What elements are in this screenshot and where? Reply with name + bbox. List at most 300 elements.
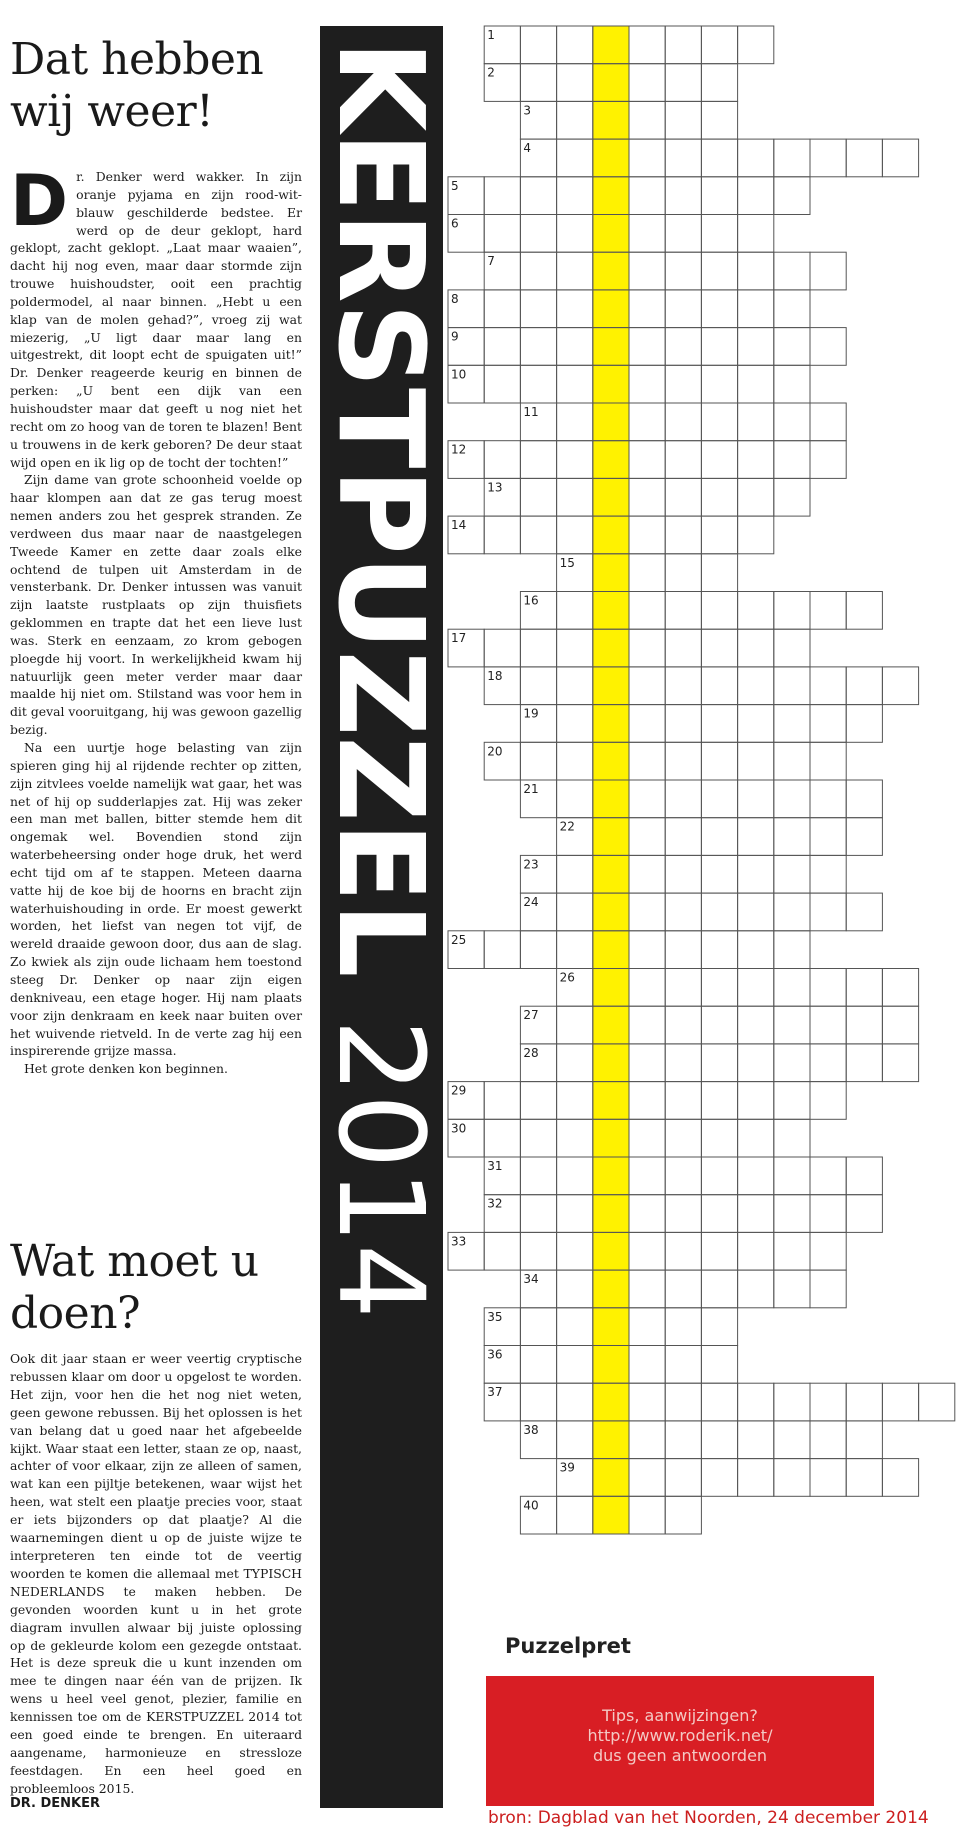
grid-cell[interactable] <box>520 1383 556 1421</box>
grid-row-4[interactable] <box>520 139 918 177</box>
grid-cell[interactable] <box>557 629 593 667</box>
grid-cell[interactable] <box>738 516 774 554</box>
grid-cell[interactable] <box>846 893 882 931</box>
grid-cell[interactable] <box>629 403 665 441</box>
grid-cell[interactable] <box>774 855 810 893</box>
grid-cell[interactable] <box>557 742 593 780</box>
grid-cell[interactable] <box>629 328 665 366</box>
grid-cell[interactable] <box>774 403 810 441</box>
grid-cell[interactable] <box>665 1044 701 1082</box>
grid-cell[interactable] <box>557 26 593 64</box>
grid-cell[interactable] <box>629 139 665 177</box>
grid-cell[interactable] <box>882 139 918 177</box>
grid-cell[interactable] <box>846 780 882 818</box>
grid-cell[interactable] <box>665 365 701 403</box>
grid-cell[interactable] <box>738 215 774 253</box>
grid-cell[interactable] <box>665 1006 701 1044</box>
grid-cell[interactable] <box>557 441 593 479</box>
grid-row-8[interactable] <box>448 290 810 328</box>
grid-cell[interactable] <box>774 1270 810 1308</box>
grid-cell[interactable] <box>665 780 701 818</box>
grid-cell[interactable] <box>665 215 701 253</box>
grid-cell[interactable] <box>484 1119 520 1157</box>
grid-row-11[interactable] <box>520 403 846 441</box>
grid-row-15[interactable] <box>557 554 738 592</box>
grid-cell[interactable] <box>665 818 701 856</box>
grid-cell[interactable] <box>484 177 520 215</box>
grid-cell[interactable] <box>810 1082 846 1120</box>
grid-cell[interactable] <box>738 403 774 441</box>
grid-cell[interactable] <box>484 290 520 328</box>
grid-cell[interactable] <box>665 26 701 64</box>
grid-cell[interactable] <box>520 516 556 554</box>
grid-cell[interactable] <box>665 403 701 441</box>
grid-cell[interactable] <box>629 855 665 893</box>
grid-cell[interactable] <box>810 1421 846 1459</box>
grid-cell[interactable] <box>520 1195 556 1233</box>
grid-cell[interactable] <box>629 215 665 253</box>
grid-cell[interactable] <box>738 365 774 403</box>
grid-cell[interactable] <box>738 1157 774 1195</box>
grid-cell[interactable] <box>629 554 665 592</box>
grid-cell[interactable] <box>557 1232 593 1270</box>
grid-cell[interactable] <box>774 969 810 1007</box>
grid-cell[interactable] <box>701 1459 737 1497</box>
grid-cell[interactable] <box>665 1270 701 1308</box>
grid-cell[interactable] <box>629 1006 665 1044</box>
grid-row-25[interactable] <box>448 931 810 969</box>
grid-row-9[interactable] <box>448 328 846 366</box>
grid-cell[interactable] <box>557 667 593 705</box>
grid-cell[interactable] <box>557 931 593 969</box>
grid-cell[interactable] <box>557 1044 593 1082</box>
grid-cell[interactable] <box>774 1044 810 1082</box>
grid-cell[interactable] <box>520 1308 556 1346</box>
grid-cell[interactable] <box>738 478 774 516</box>
grid-cell[interactable] <box>557 1383 593 1421</box>
grid-cell[interactable] <box>701 554 737 592</box>
grid-cell[interactable] <box>738 26 774 64</box>
grid-cell[interactable] <box>629 1119 665 1157</box>
grid-row-13[interactable] <box>484 478 810 516</box>
grid-cell[interactable] <box>774 592 810 630</box>
grid-cell[interactable] <box>738 855 774 893</box>
grid-cell[interactable] <box>810 1195 846 1233</box>
grid-cell[interactable] <box>774 1119 810 1157</box>
grid-cell[interactable] <box>738 629 774 667</box>
grid-cell[interactable] <box>774 780 810 818</box>
grid-cell[interactable] <box>738 139 774 177</box>
grid-cell[interactable] <box>738 441 774 479</box>
grid-cell[interactable] <box>846 667 882 705</box>
grid-cell[interactable] <box>665 64 701 102</box>
grid-cell[interactable] <box>738 1383 774 1421</box>
grid-row-17[interactable] <box>448 629 810 667</box>
grid-cell[interactable] <box>557 705 593 743</box>
grid-row-10[interactable] <box>448 365 810 403</box>
grid-row-27[interactable] <box>520 1006 918 1044</box>
grid-cell[interactable] <box>665 931 701 969</box>
grid-cell[interactable] <box>629 1421 665 1459</box>
grid-cell[interactable] <box>846 818 882 856</box>
grid-cell[interactable] <box>629 969 665 1007</box>
grid-cell[interactable] <box>629 252 665 290</box>
grid-cell[interactable] <box>810 441 846 479</box>
grid-cell[interactable] <box>520 1082 556 1120</box>
grid-cell[interactable] <box>665 516 701 554</box>
grid-cell[interactable] <box>665 1232 701 1270</box>
grid-row-19[interactable] <box>520 705 882 743</box>
grid-cell[interactable] <box>846 1157 882 1195</box>
grid-cell[interactable] <box>846 705 882 743</box>
grid-cell[interactable] <box>520 1346 556 1384</box>
grid-cell[interactable] <box>810 969 846 1007</box>
grid-cell[interactable] <box>557 855 593 893</box>
grid-cell[interactable] <box>629 1044 665 1082</box>
grid-cell[interactable] <box>665 139 701 177</box>
grid-cell[interactable] <box>665 893 701 931</box>
grid-cell[interactable] <box>701 365 737 403</box>
grid-row-1[interactable] <box>484 26 774 64</box>
grid-cell[interactable] <box>701 101 737 139</box>
grid-cell[interactable] <box>774 818 810 856</box>
grid-cell[interactable] <box>701 969 737 1007</box>
grid-cell[interactable] <box>701 1119 737 1157</box>
grid-cell[interactable] <box>774 742 810 780</box>
grid-cell[interactable] <box>701 780 737 818</box>
grid-cell[interactable] <box>557 1006 593 1044</box>
grid-cell[interactable] <box>557 893 593 931</box>
grid-row-20[interactable] <box>484 742 846 780</box>
grid-cell[interactable] <box>629 101 665 139</box>
grid-cell[interactable] <box>484 328 520 366</box>
grid-cell[interactable] <box>882 1044 918 1082</box>
grid-cell[interactable] <box>774 441 810 479</box>
grid-cell[interactable] <box>557 1157 593 1195</box>
grid-cell[interactable] <box>665 592 701 630</box>
grid-cell[interactable] <box>774 667 810 705</box>
grid-cell[interactable] <box>882 1383 918 1421</box>
grid-cell[interactable] <box>665 1119 701 1157</box>
grid-cell[interactable] <box>701 290 737 328</box>
grid-cell[interactable] <box>484 629 520 667</box>
grid-cell[interactable] <box>846 1195 882 1233</box>
grid-cell[interactable] <box>810 1383 846 1421</box>
grid-cell[interactable] <box>882 1006 918 1044</box>
grid-cell[interactable] <box>701 1195 737 1233</box>
grid-cell[interactable] <box>846 1421 882 1459</box>
grid-cell[interactable] <box>701 26 737 64</box>
grid-cell[interactable] <box>629 742 665 780</box>
grid-cell[interactable] <box>846 1383 882 1421</box>
grid-cell[interactable] <box>520 742 556 780</box>
grid-cell[interactable] <box>774 365 810 403</box>
grid-cell[interactable] <box>701 742 737 780</box>
grid-cell[interactable] <box>810 667 846 705</box>
grid-cell[interactable] <box>701 1232 737 1270</box>
grid-cell[interactable] <box>810 1044 846 1082</box>
grid-cell[interactable] <box>810 1157 846 1195</box>
grid-cell[interactable] <box>701 1346 737 1384</box>
grid-cell[interactable] <box>774 328 810 366</box>
grid-cell[interactable] <box>629 26 665 64</box>
grid-cell[interactable] <box>701 855 737 893</box>
grid-cell[interactable] <box>701 592 737 630</box>
grid-cell[interactable] <box>520 26 556 64</box>
grid-cell[interactable] <box>557 516 593 554</box>
grid-cell[interactable] <box>701 177 737 215</box>
grid-cell[interactable] <box>520 478 556 516</box>
grid-cell[interactable] <box>810 1459 846 1497</box>
grid-cell[interactable] <box>665 1383 701 1421</box>
grid-cell[interactable] <box>629 1459 665 1497</box>
grid-cell[interactable] <box>557 1421 593 1459</box>
grid-cell[interactable] <box>774 1232 810 1270</box>
grid-cell[interactable] <box>629 1346 665 1384</box>
grid-cell[interactable] <box>629 478 665 516</box>
grid-cell[interactable] <box>557 1195 593 1233</box>
grid-cell[interactable] <box>738 818 774 856</box>
grid-cell[interactable] <box>665 177 701 215</box>
grid-row-28[interactable] <box>520 1044 918 1082</box>
grid-cell[interactable] <box>701 667 737 705</box>
grid-cell[interactable] <box>629 1157 665 1195</box>
grid-cell[interactable] <box>520 1119 556 1157</box>
grid-cell[interactable] <box>701 818 737 856</box>
grid-cell[interactable] <box>738 1270 774 1308</box>
grid-cell[interactable] <box>629 64 665 102</box>
grid-cell[interactable] <box>774 1006 810 1044</box>
grid-cell[interactable] <box>665 667 701 705</box>
grid-cell[interactable] <box>810 742 846 780</box>
grid-cell[interactable] <box>665 855 701 893</box>
grid-cell[interactable] <box>810 592 846 630</box>
grid-cell[interactable] <box>774 629 810 667</box>
grid-cell[interactable] <box>665 1082 701 1120</box>
grid-cell[interactable] <box>701 139 737 177</box>
grid-cell[interactable] <box>738 1119 774 1157</box>
grid-cell[interactable] <box>665 1459 701 1497</box>
grid-cell[interactable] <box>629 931 665 969</box>
grid-row-32[interactable] <box>484 1195 882 1233</box>
grid-cell[interactable] <box>846 1459 882 1497</box>
grid-cell[interactable] <box>557 1308 593 1346</box>
grid-cell[interactable] <box>629 1195 665 1233</box>
grid-row-3[interactable] <box>520 101 737 139</box>
grid-cell[interactable] <box>629 441 665 479</box>
grid-cell[interactable] <box>882 969 918 1007</box>
grid-cell[interactable] <box>774 1195 810 1233</box>
grid-cell[interactable] <box>738 1082 774 1120</box>
grid-cell[interactable] <box>665 1421 701 1459</box>
grid-cell[interactable] <box>701 705 737 743</box>
grid-cell[interactable] <box>701 629 737 667</box>
grid-cell[interactable] <box>629 290 665 328</box>
grid-row-21[interactable] <box>520 780 882 818</box>
grid-cell[interactable] <box>557 1119 593 1157</box>
grid-cell[interactable] <box>738 1459 774 1497</box>
grid-cell[interactable] <box>520 64 556 102</box>
grid-cell[interactable] <box>520 328 556 366</box>
grid-cell[interactable] <box>701 64 737 102</box>
grid-cell[interactable] <box>810 780 846 818</box>
grid-cell[interactable] <box>557 290 593 328</box>
grid-row-38[interactable] <box>520 1421 882 1459</box>
grid-cell[interactable] <box>882 667 918 705</box>
grid-cell[interactable] <box>520 1157 556 1195</box>
grid-cell[interactable] <box>557 1346 593 1384</box>
grid-cell[interactable] <box>520 1232 556 1270</box>
grid-cell[interactable] <box>774 931 810 969</box>
grid-cell[interactable] <box>774 139 810 177</box>
grid-cell[interactable] <box>665 554 701 592</box>
grid-cell[interactable] <box>774 177 810 215</box>
grid-row-34[interactable] <box>520 1270 846 1308</box>
grid-cell[interactable] <box>629 177 665 215</box>
grid-cell[interactable] <box>520 441 556 479</box>
grid-cell[interactable] <box>738 592 774 630</box>
grid-cell[interactable] <box>810 328 846 366</box>
grid-cell[interactable] <box>665 969 701 1007</box>
grid-row-24[interactable] <box>520 893 882 931</box>
grid-cell[interactable] <box>629 705 665 743</box>
grid-cell[interactable] <box>810 893 846 931</box>
grid-cell[interactable] <box>665 478 701 516</box>
grid-cell[interactable] <box>774 252 810 290</box>
grid-cell[interactable] <box>774 1157 810 1195</box>
grid-cell[interactable] <box>846 139 882 177</box>
grid-cell[interactable] <box>810 705 846 743</box>
grid-row-23[interactable] <box>520 855 846 893</box>
grid-cell[interactable] <box>665 1157 701 1195</box>
grid-cell[interactable] <box>738 705 774 743</box>
grid-cell[interactable] <box>665 290 701 328</box>
grid-cell[interactable] <box>629 592 665 630</box>
grid-cell[interactable] <box>919 1383 955 1421</box>
grid-cell[interactable] <box>629 1270 665 1308</box>
grid-row-5[interactable] <box>448 177 810 215</box>
grid-cell[interactable] <box>774 705 810 743</box>
grid-cell[interactable] <box>557 177 593 215</box>
grid-cell[interactable] <box>774 1082 810 1120</box>
grid-row-31[interactable] <box>484 1157 882 1195</box>
grid-cell[interactable] <box>629 1308 665 1346</box>
grid-row-29[interactable] <box>448 1082 846 1120</box>
grid-cell[interactable] <box>665 1195 701 1233</box>
grid-cell[interactable] <box>774 290 810 328</box>
grid-cell[interactable] <box>629 516 665 554</box>
grid-cell[interactable] <box>665 742 701 780</box>
grid-cell[interactable] <box>484 516 520 554</box>
grid-cell[interactable] <box>665 629 701 667</box>
grid-cell[interactable] <box>557 328 593 366</box>
grid-cell[interactable] <box>629 893 665 931</box>
grid-cell[interactable] <box>557 478 593 516</box>
grid-cell[interactable] <box>520 215 556 253</box>
grid-cell[interactable] <box>665 705 701 743</box>
grid-cell[interactable] <box>701 403 737 441</box>
grid-cell[interactable] <box>520 177 556 215</box>
grid-cell[interactable] <box>810 1006 846 1044</box>
grid-cell[interactable] <box>557 1270 593 1308</box>
grid-cell[interactable] <box>557 365 593 403</box>
grid-cell[interactable] <box>701 1270 737 1308</box>
grid-cell[interactable] <box>846 592 882 630</box>
grid-row-18[interactable] <box>484 667 918 705</box>
grid-cell[interactable] <box>665 441 701 479</box>
grid-cell[interactable] <box>665 328 701 366</box>
grid-cell[interactable] <box>882 1459 918 1497</box>
grid-cell[interactable] <box>629 667 665 705</box>
grid-cell[interactable] <box>520 252 556 290</box>
grid-cell[interactable] <box>520 667 556 705</box>
grid-cell[interactable] <box>810 403 846 441</box>
grid-cell[interactable] <box>629 629 665 667</box>
grid-cell[interactable] <box>738 1195 774 1233</box>
grid-cell[interactable] <box>738 1232 774 1270</box>
grid-cell[interactable] <box>701 1082 737 1120</box>
grid-cell[interactable] <box>629 1496 665 1534</box>
grid-row-7[interactable] <box>484 252 846 290</box>
grid-cell[interactable] <box>846 1044 882 1082</box>
grid-cell[interactable] <box>557 403 593 441</box>
grid-cell[interactable] <box>701 1044 737 1082</box>
grid-cell[interactable] <box>738 780 774 818</box>
grid-row-12[interactable] <box>448 441 846 479</box>
grid-row-37[interactable] <box>484 1383 955 1421</box>
grid-cell[interactable] <box>484 215 520 253</box>
grid-cell[interactable] <box>701 1006 737 1044</box>
grid-cell[interactable] <box>484 1232 520 1270</box>
grid-cell[interactable] <box>810 1232 846 1270</box>
grid-cell[interactable] <box>774 1459 810 1497</box>
grid-cell[interactable] <box>846 969 882 1007</box>
grid-cell[interactable] <box>557 1082 593 1120</box>
grid-cell[interactable] <box>557 1496 593 1534</box>
grid-cell[interactable] <box>557 215 593 253</box>
grid-cell[interactable] <box>557 101 593 139</box>
grid-row-30[interactable] <box>448 1119 810 1157</box>
grid-cell[interactable] <box>738 177 774 215</box>
grid-cell[interactable] <box>557 64 593 102</box>
grid-cell[interactable] <box>701 1421 737 1459</box>
grid-cell[interactable] <box>738 328 774 366</box>
grid-cell[interactable] <box>520 931 556 969</box>
grid-cell[interactable] <box>738 893 774 931</box>
grid-cell[interactable] <box>701 516 737 554</box>
grid-cell[interactable] <box>484 931 520 969</box>
grid-cell[interactable] <box>629 1082 665 1120</box>
grid-cell[interactable] <box>557 252 593 290</box>
grid-cell[interactable] <box>701 328 737 366</box>
grid-cell[interactable] <box>738 742 774 780</box>
grid-cell[interactable] <box>738 1421 774 1459</box>
grid-cell[interactable] <box>665 1308 701 1346</box>
grid-cell[interactable] <box>774 1421 810 1459</box>
grid-cell[interactable] <box>701 441 737 479</box>
grid-cell[interactable] <box>701 1308 737 1346</box>
grid-row-16[interactable] <box>520 592 882 630</box>
grid-cell[interactable] <box>557 592 593 630</box>
grid-cell[interactable] <box>774 893 810 931</box>
grid-cell[interactable] <box>701 1157 737 1195</box>
grid-cell[interactable] <box>629 365 665 403</box>
grid-cell[interactable] <box>557 139 593 177</box>
grid-cell[interactable] <box>738 290 774 328</box>
grid-cell[interactable] <box>557 780 593 818</box>
grid-cell[interactable] <box>629 818 665 856</box>
grid-cell[interactable] <box>520 290 556 328</box>
